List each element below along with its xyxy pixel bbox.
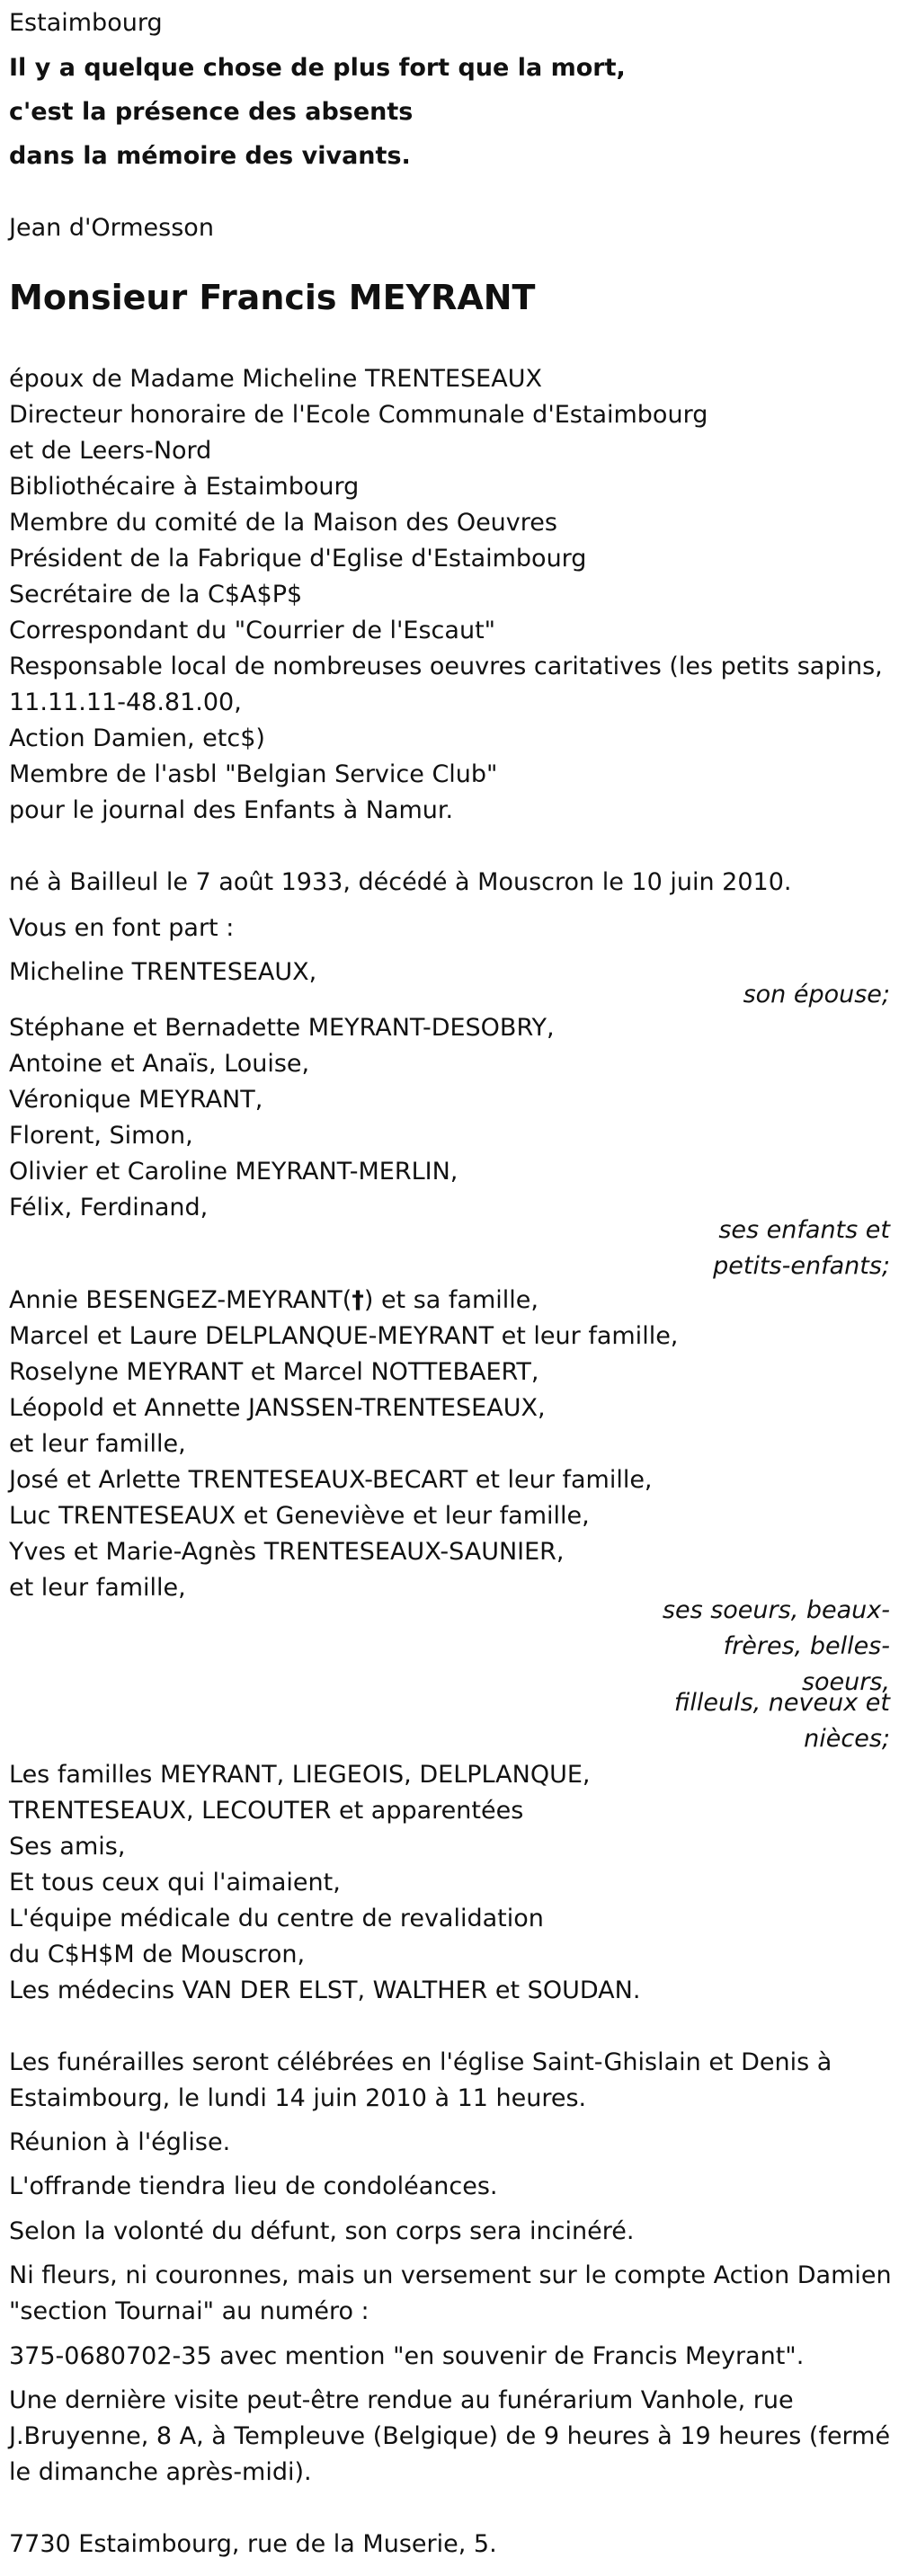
bio-line: Directeur honoraire de l'Ecole Communale d'Estaimbourg xyxy=(9,401,708,429)
visit-line: Une dernière visite peut-être rendue au funérarium Vanhole, rue xyxy=(9,2386,794,2414)
children-line: Antoine et Anaïs, Louise, xyxy=(9,1050,310,1078)
donation-line: "section Tournai" au numéro : xyxy=(9,2297,369,2325)
bio-line: Membre de l'asbl "Belgian Service Club" xyxy=(9,760,498,788)
siblings-role: filleuls, neveux et xyxy=(673,1689,890,1717)
spouse-name: Micheline TRENTESEAUX, xyxy=(9,958,317,986)
bio-line: Responsable local de nombreuses oeuvres caritatives (les petits sapins, xyxy=(9,653,883,680)
quote-author: Jean d'Ormesson xyxy=(9,214,214,242)
bio-line: Membre du comité de la Maison des Oeuvres xyxy=(9,509,557,537)
donation-line: Ni fleurs, ni couronnes, mais un versement sur le compte Action Damien xyxy=(9,2261,892,2289)
sibling-line: Luc TRENTESEAUX et Geneviève et leur famille, xyxy=(9,1502,590,1530)
bio-line: pour le journal des Enfants à Namur. xyxy=(9,796,454,824)
children-role: petits-enfants; xyxy=(713,1252,890,1280)
siblings-role: frères, belles- xyxy=(723,1632,890,1660)
others-line: du C$H$M de Mouscron, xyxy=(9,1941,306,1968)
bio-line: Action Damien, etc$) xyxy=(9,724,265,752)
announcement-intro: Vous en font part : xyxy=(9,914,235,942)
others-line: TRENTESEAUX, LECOUTER et apparentées xyxy=(9,1797,524,1825)
funeral-line: Estaimbourg, le lundi 14 juin 2010 à 11 heures. xyxy=(9,2084,587,2112)
offering-line: L'offrande tiendra lieu de condoléances. xyxy=(9,2172,498,2200)
siblings-role: nièces; xyxy=(804,1725,890,1753)
cross-symbol: † xyxy=(352,1286,364,1314)
sibling-line: Yves et Marie-Agnès TRENTESEAUX-SAUNIER, xyxy=(9,1538,565,1566)
address-line: 7730 Estaimbourg, rue de la Muserie, 5. xyxy=(9,2530,497,2558)
children-line: Félix, Ferdinand, xyxy=(9,1194,209,1221)
funeral-line: Les funérailles seront célébrées en l'église Saint-Ghislain et Denis à xyxy=(9,2048,832,2076)
spouse-role: son épouse; xyxy=(743,981,890,1008)
quote-line: dans la mémoire des vivants. xyxy=(9,142,411,170)
siblings-role: soeurs, xyxy=(801,1668,890,1696)
bio-line: époux de Madame Micheline TRENTESEAUX xyxy=(9,365,542,393)
others-line: L'équipe médicale du centre de revalidation xyxy=(9,1905,544,1932)
children-line: Olivier et Caroline MEYRANT-MERLIN, xyxy=(9,1158,458,1186)
sibling-line: José et Arlette TRENTESEAUX-BECART et leur famille, xyxy=(9,1466,653,1494)
bio-line: et de Leers-Nord xyxy=(9,437,212,465)
sibling-line: Marcel et Laure DELPLANQUE-MEYRANT et leur famille, xyxy=(9,1322,679,1350)
bio-line: Secrétaire de la C$A$P$ xyxy=(9,581,303,608)
children-role: ses enfants et xyxy=(718,1216,890,1244)
cremation-line: Selon la volonté du défunt, son corps sera incinéré. xyxy=(9,2217,635,2245)
sibling-line: Roselyne MEYRANT et Marcel NOTTEBAERT, xyxy=(9,1358,539,1386)
others-line: Et tous ceux qui l'aimaient, xyxy=(9,1869,341,1896)
sibling-line: Annie BESENGEZ-MEYRANT(†) et sa famille, xyxy=(9,1286,539,1314)
account-line: 375-0680702-35 avec mention "en souvenir de Francis Meyrant". xyxy=(9,2342,805,2370)
others-line: Ses amis, xyxy=(9,1833,126,1861)
sibling-line: et leur famille, xyxy=(9,1430,186,1458)
others-line: Les familles MEYRANT, LIEGEOIS, DELPLANQUE, xyxy=(9,1761,591,1789)
quote-line: Il y a quelque chose de plus fort que la mort, xyxy=(9,54,626,82)
bio-line: 11.11.11-48.81.00, xyxy=(9,688,242,716)
bio-line: Bibliothécaire à Estaimbourg xyxy=(9,473,360,501)
location-heading: Estaimbourg xyxy=(9,9,163,37)
siblings-role: ses soeurs, beaux- xyxy=(662,1596,890,1624)
children-line: Florent, Simon, xyxy=(9,1122,193,1150)
reunion-line: Réunion à l'église. xyxy=(9,2128,231,2156)
others-line: Les médecins VAN DER ELST, WALTHER et SOUDAN. xyxy=(9,1976,641,2004)
visit-line: J.Bruyenne, 8 A, à Templeuve (Belgique) de 9 heures à 19 heures (fermé xyxy=(9,2422,891,2450)
bio-line: Correspondant du "Courrier de l'Escaut" xyxy=(9,617,496,644)
bio-line: Président de la Fabrique d'Eglise d'Estaimbourg xyxy=(9,545,587,573)
sibling-line: et leur famille, xyxy=(9,1574,186,1602)
quote-line: c'est la présence des absents xyxy=(9,98,414,126)
birth-death-line: né à Bailleul le 7 août 1933, décédé à Mouscron le 10 juin 2010. xyxy=(9,868,792,896)
children-line: Véronique MEYRANT, xyxy=(9,1086,263,1114)
deceased-name: Monsieur Francis MEYRANT xyxy=(9,278,536,317)
sibling-line: Léopold et Annette JANSSEN-TRENTESEAUX, xyxy=(9,1394,546,1422)
visit-line: le dimanche après-midi). xyxy=(9,2458,312,2486)
children-line: Stéphane et Bernadette MEYRANT-DESOBRY, xyxy=(9,1014,555,1042)
